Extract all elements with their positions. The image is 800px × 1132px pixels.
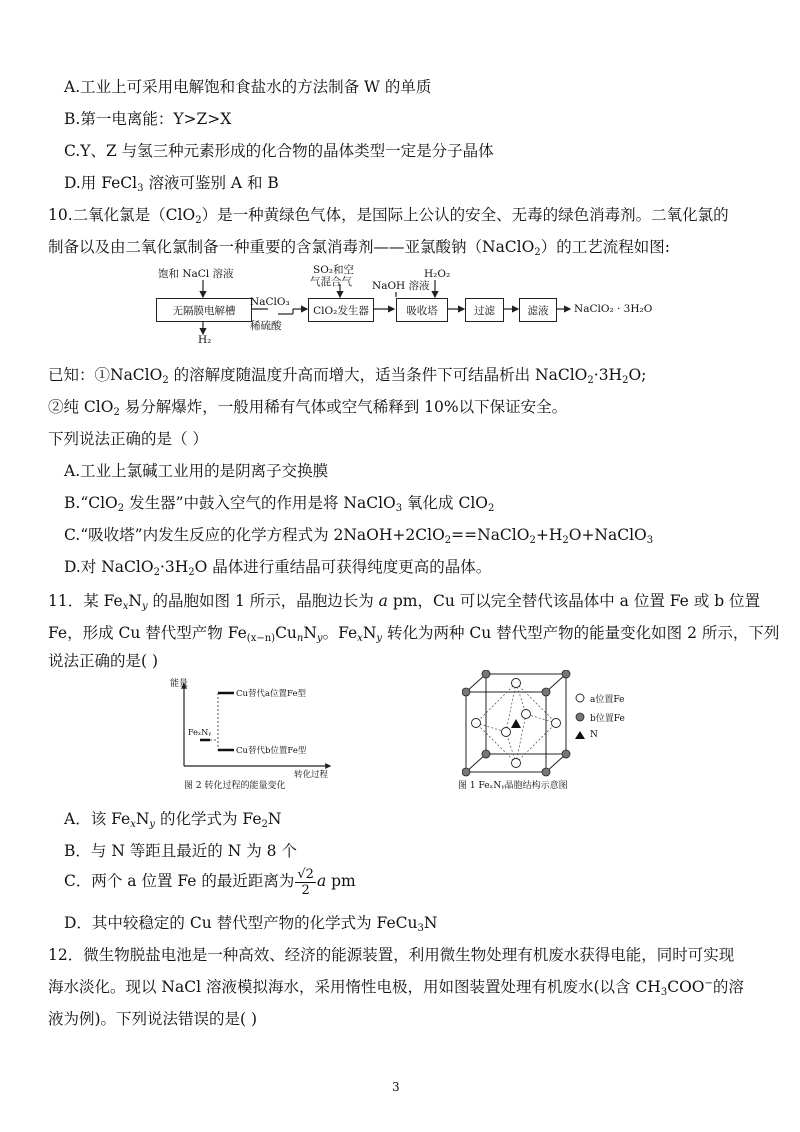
q11-stem-line2: Fe，形成 Cu 替代型产物 $Fe_{(x-n)}Cu_nN_y$。$Fe_xN_y$ 转化为两种 Cu 替代型产物的能量变化如图 2 所示，下列	[48, 624, 780, 644]
flow-h2o2: H₂O₂	[424, 268, 451, 280]
q10-stem-line2: 制备以及由二氧化氯制备一种重要的含氯消毒剂——亚氯酸钠（NaClO$_2$）的工艺流程如图:	[48, 238, 670, 258]
flow-box-filtrate: 滤液	[519, 298, 557, 322]
flow-box-electrolyzer: 无隔膜电解槽	[156, 298, 252, 322]
q9-option-a: A.工业上可采用电解饱和食盐水的方法制备 W 的单质	[64, 78, 432, 96]
fig2-caption: 图 2 转化过程的能量变化	[184, 781, 286, 791]
q10-question: 下列说法正确的是（ ）	[48, 430, 208, 448]
flow-input-nacl: 饱和 NaCl 溶液	[158, 268, 234, 280]
q11-stem-line1: 11．某 $Fe_xN_y$ 的晶胞如图 1 所示，晶胞边长为 a pm，Cu 可以完全替代该晶体中 a 位置 Fe 或 b 位置	[48, 592, 761, 612]
q9-option-d: D.用 FeCl$_3$ 溶液可鉴别 A 和 B	[64, 174, 279, 194]
q12-stem-line3: 液为例)。下列说法错误的是( )	[48, 1010, 258, 1028]
fig2-bottom-label: Cu替代b位置Fe型	[236, 746, 307, 756]
fig1-caption: 图 1 FeₓNᵧ晶胞结构示意图	[458, 781, 568, 791]
q10-known-1: 已知：①NaClO$_2$ 的溶解度随温度升高而增大，适当条件下可结晶析出 $NaClO_2\cdot 3H_2O$;	[48, 366, 647, 386]
flow-output-h2: H₂	[198, 334, 212, 346]
q12-stem-line1: 12．微生物脱盐电池是一种高效、经济的能源装置，利用微生物处理有机废水获得电能，同时可实现	[48, 946, 735, 964]
figure-1-unit-cell	[458, 670, 632, 791]
q9-option-b: B.第一电离能：Y>Z>X	[64, 110, 232, 128]
q11-option-c: C．两个 a 位置 Fe 的最近距离为 $\frac{√2}{2}$ a pm	[64, 866, 356, 898]
flow-product: NaClO₂ · 3H₂O	[574, 303, 653, 315]
process-flow-diagram	[150, 262, 670, 350]
fraction-sqrt2-over-2: $\frac{√2}{2}$	[297, 866, 314, 898]
q11-option-b: B．与 N 等距且最近的 N 为 8 个	[64, 842, 297, 860]
q10-option-b: B.“ClO$_2$ 发生器”中鼓入空气的作用是将 NaClO$_3$ 氧化成 ClO$_2$	[64, 494, 495, 514]
flow-box-absorber: 吸收塔	[396, 298, 448, 322]
q11-option-a: A．该 $Fe_xN_y$ 的化学式为 $Fe_2N$	[64, 810, 282, 830]
unit-cell-drawing	[462, 670, 572, 778]
flow-naclo3: NaClO₃	[250, 296, 290, 308]
q11-option-d: D．其中较稳定的 Cu 替代型产物的化学式为 FeCu$_3$N	[64, 914, 438, 934]
q10-option-d: D.对 $NaClO_2\cdot 3H_2O$ 晶体进行重结晶可获得纯度更高的晶体。	[64, 558, 492, 578]
fig2-mid-label: FeₓNᵧ	[188, 728, 212, 737]
flow-dilute-acid: 稀硫酸	[250, 320, 282, 332]
figure-2-energy-diagram	[170, 678, 340, 791]
fig2-top-label: Cu替代a位置Fe型	[236, 689, 307, 699]
legend-a-fe: a位置Fe	[590, 695, 625, 705]
page-number: 3	[392, 1080, 400, 1094]
q10-stem-line1: 10.二氧化氯是（ClO$_2$）是一种黄绿色气体，是国际上公认的安全、无毒的绿色消毒剂。二氧化氯的	[48, 206, 729, 226]
q10-known-2: ②纯 ClO$_2$ 易分解爆炸，一般用稀有气体或空气稀释到 10%以下保证安全。	[48, 398, 568, 418]
flow-box-filter: 过滤	[465, 298, 504, 322]
q12-stem-line2: 海水淡化。现以 NaCl 溶液模拟海水，采用惰性电极，用如图装置处理有机废水(以含 $CH_3COO^-$的溶	[48, 977, 744, 998]
fig2-xlabel: 转化过程	[294, 770, 329, 780]
q10-option-a: A.工业上氯碱工业用的是阴离子交换膜	[64, 462, 329, 480]
flow-so2-air-1: SO₂和空	[313, 264, 355, 276]
flow-naoh: NaOH 溶液	[372, 280, 430, 292]
q10-option-c: C.“吸收塔”内发生反应的化学方程式为 $2NaOH+2ClO_2==NaClO_2+H_2O+NaClO_3$	[64, 526, 654, 546]
legend-n: N	[590, 730, 598, 740]
flow-box-clo2-generator: ClO₂发生器	[308, 298, 374, 322]
flow-so2-air-2: 气混合气	[310, 276, 352, 288]
q9-option-c: C.Y、Z 与氢三种元素形成的化合物的晶体类型一定是分子晶体	[64, 142, 494, 160]
q11-stem-line3: 说法正确的是( )	[48, 652, 159, 670]
legend-markers	[574, 692, 588, 742]
legend-b-fe: b位置Fe	[590, 714, 625, 724]
fig2-ylabel: 能量	[170, 679, 189, 689]
